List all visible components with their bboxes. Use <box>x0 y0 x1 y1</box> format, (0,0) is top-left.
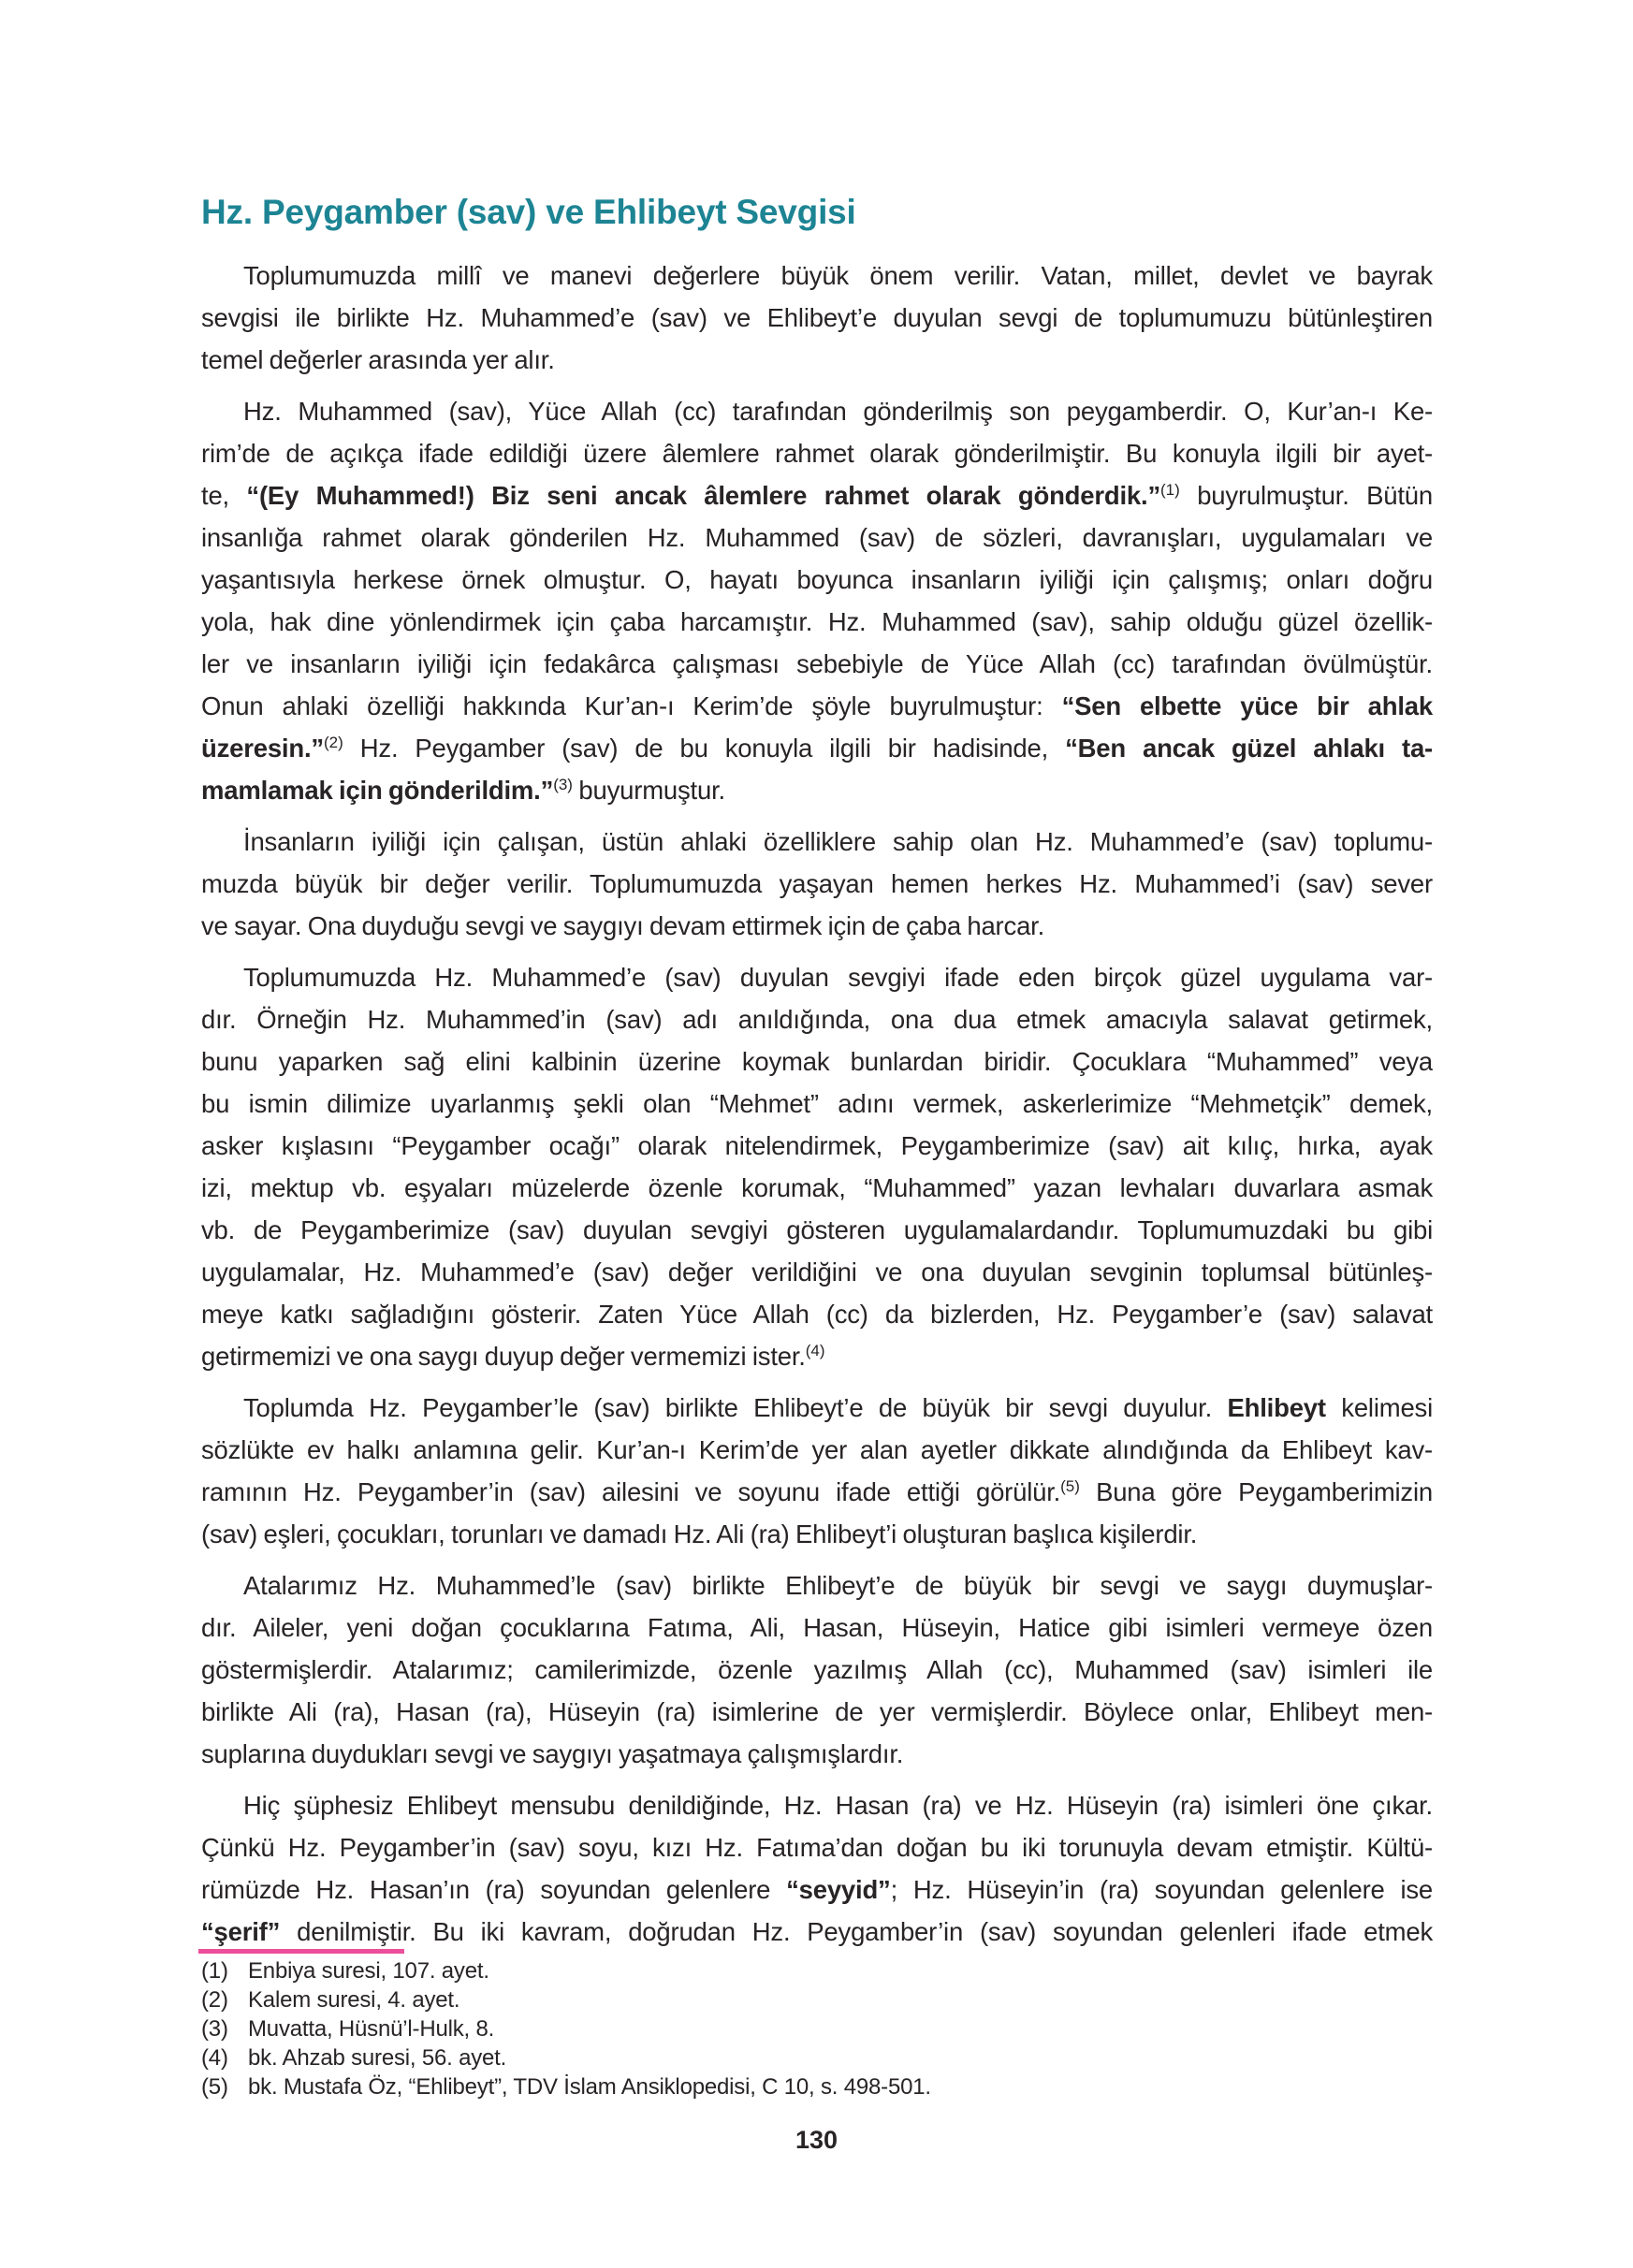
text-run: temel değerler arasında yer alır. <box>201 345 555 374</box>
text-line <box>201 559 1433 601</box>
text-run: birlikte Ali (ra), Hasan (ra), Hüseyin (ra) isimlerine de yer vermişlerdir. Böylece onlar, Ehlibeyt men- <box>201 1697 1433 1726</box>
text-run: buyurmuştur. <box>572 776 725 805</box>
paragraph <box>201 821 1433 947</box>
footnote-text: bk. Ahzab suresi, 56. ayet. <box>248 2045 507 2071</box>
text-line <box>201 1471 1433 1513</box>
text-run: rim’de de açıkça ifade edildiği üzere âlemlere rahmet olarak gönderilmiştir. Bu konuyla ilgili bir ayet- <box>201 439 1433 468</box>
text-run: Çünkü Hz. Peygamber’in (sav) soyu, kızı Hz. Fatıma’dan doğan bu iki torunuyla devam etmiştir. Kültü- <box>201 1833 1433 1862</box>
paragraph <box>201 254 1433 381</box>
text-line <box>201 601 1433 643</box>
text-run: kelimesi <box>1325 1393 1433 1422</box>
text-run: getirmemizi ve ona saygı duyup değer vermemizi ister. <box>201 1342 806 1371</box>
text-line <box>201 516 1433 559</box>
text-line <box>201 998 1433 1040</box>
bold-text-run: “Sen elbette yüce bir ahlak <box>1061 691 1433 720</box>
footnote-item <box>201 1985 1433 2014</box>
text-line <box>201 1733 1433 1775</box>
text-run: Hz. Muhammed (sav), Yüce Allah (cc) tarafından gönderilmiş son peygamberdir. O, Kur’an-ı Ke- <box>243 397 1433 426</box>
text-line <box>201 956 1433 998</box>
text-run: ler ve insanların iyiliği için fedakârca çalışması sebebiyle de Yüce Allah (cc) tarafından övülmüştür. <box>201 649 1433 678</box>
text-run: sevgisi ile birlikte Hz. Muhammed’e (sav) ve Ehlibeyt’e duyulan sevgi de toplumumuzu bütünleştiren <box>201 303 1433 332</box>
text-run: asker kışlasını “Peygamber ocağı” olarak nitelendirmek, Peygamberimize (sav) ait kılıç, hırka, ayak <box>201 1131 1433 1160</box>
text-line <box>201 727 1433 769</box>
text-line <box>201 390 1433 432</box>
paragraph <box>201 956 1433 1377</box>
text-line <box>201 1251 1433 1293</box>
text-run: Hz. Peygamber (sav) de bu konuyla ilgili bir hadisinde, <box>343 734 1066 763</box>
footnote-text: Kalem suresi, 4. ayet. <box>248 1987 460 2013</box>
text-line <box>201 432 1433 474</box>
text-line <box>201 1911 1433 1953</box>
paragraph <box>201 1564 1433 1775</box>
paragraph <box>201 390 1433 811</box>
text-run: ramının Hz. Peygamber’in (sav) ailesini ve soyunu ifade ettiği görülür. <box>201 1477 1061 1506</box>
footnote-marker-superscript: (3) <box>553 776 573 793</box>
footnote-text: Muvatta, Hüsnü’l-Hulk, 8. <box>248 2016 495 2042</box>
text-run: Atalarımız Hz. Muhammed’le (sav) birlikte Ehlibeyt’e de büyük bir sevgi ve saygı duymuşlar- <box>243 1571 1433 1600</box>
body-text <box>201 254 1433 1953</box>
text-line <box>201 1125 1433 1167</box>
text-line <box>201 905 1433 947</box>
bold-text-run: üzeresin.” <box>201 734 324 763</box>
text-line <box>201 474 1433 516</box>
text-run: sözlükte ev halkı anlamına gelir. Kur’an-ı Kerim’de yer alan ayetler dikkate alındığında da Ehlibeyt kav- <box>201 1435 1433 1464</box>
text-run: Buna göre Peygamberimizin <box>1079 1477 1433 1506</box>
text-line <box>201 1209 1433 1251</box>
footnote-item <box>201 2043 1433 2072</box>
text-line <box>201 1868 1433 1911</box>
text-line <box>201 1293 1433 1335</box>
text-run: Onun ahlaki özelliği hakkında Kur’an-ı Kerim’de şöyle buyrulmuştur: <box>201 691 1062 720</box>
page-number: 130 <box>795 2126 838 2154</box>
footnote-item <box>201 2072 1433 2101</box>
text-run: vb. de Peygamberimize (sav) duyulan sevgiyi gösteren uygulamalardandır. Toplumumuzdaki bu gibi <box>201 1215 1433 1244</box>
bold-text-run: “şerif” <box>201 1917 281 1946</box>
footnote-marker-superscript: (5) <box>1060 1477 1080 1495</box>
text-run: yola, hak dine yönlendirmek için çaba harcamıştır. Hz. Muhammed (sav), sahip olduğu güzel özellik- <box>201 607 1433 636</box>
text-line <box>201 1826 1433 1868</box>
footnote-text: Enbiya suresi, 107. ayet. <box>248 1958 489 1984</box>
footnote-item <box>201 1956 1433 1985</box>
text-line <box>201 1387 1433 1429</box>
footnote-number: (5) <box>201 2074 228 2100</box>
text-line <box>201 1606 1433 1649</box>
text-run: rümüzde Hz. Hasan’ın (ra) soyundan gelenlere <box>201 1875 787 1904</box>
text-line <box>201 1564 1433 1606</box>
text-run: Toplumumuzda Hz. Muhammed’e (sav) duyulan sevgiyi ifade eden birçok güzel uygulama var- <box>243 963 1433 992</box>
footnote-text: bk. Mustafa Öz, “Ehlibeyt”, TDV İslam Ansiklopedisi, C 10, s. 498-501. <box>248 2074 931 2100</box>
text-run: Toplumumuzda millî ve manevi değerlere büyük önem verilir. Vatan, millet, devlet ve bayrak <box>243 261 1433 290</box>
footnote-item <box>201 2014 1433 2043</box>
text-run: ve sayar. Ona duyduğu sevgi ve saygıyı devam ettirmek için de çaba harcar. <box>201 911 1045 940</box>
text-line <box>201 1335 1433 1377</box>
paragraph <box>201 1784 1433 1953</box>
footnote-number: (1) <box>201 1958 228 1984</box>
footnote-divider <box>198 1949 404 1954</box>
footnote-marker-superscript: (4) <box>805 1342 825 1359</box>
text-run: bu ismin dilimize uyarlanmış şekli olan “Mehmet” adını vermek, askerlerimize “Mehmetçik” demek, <box>201 1089 1433 1118</box>
text-run: suplarına duydukları sevgi ve saygıyı yaşatmaya çalışmışlardır. <box>201 1739 904 1768</box>
text-line <box>201 1784 1433 1826</box>
text-run: Toplumda Hz. Peygamber’le (sav) birlikte Ehlibeyt’e de büyük bir sevgi duyulur. <box>243 1393 1228 1422</box>
footnote-marker-superscript: (2) <box>323 734 343 751</box>
bold-text-run: Ehlibeyt <box>1227 1393 1326 1422</box>
text-line <box>201 339 1433 381</box>
text-run: buyrulmuştur. Bütün <box>1179 481 1433 510</box>
text-run: (sav) eşleri, çocukları, torunları ve damadı Hz. Ali (ra) Ehlibeyt’i oluşturan başlıca kişilerdir. <box>201 1519 1198 1548</box>
bold-text-run: “seyyid” <box>786 1875 891 1904</box>
footnote-number: (4) <box>201 2045 228 2071</box>
text-run: İnsanların iyiliği için çalışan, üstün ahlaki özelliklere sahip olan Hz. Muhammed’e (sav) toplumu- <box>243 827 1433 856</box>
bold-text-run: mamlamak için gönderildim.” <box>201 776 554 805</box>
text-line <box>201 863 1433 905</box>
text-line <box>201 1513 1433 1555</box>
text-line <box>201 254 1433 297</box>
text-line <box>201 821 1433 863</box>
text-run: dır. Örneğin Hz. Muhammed’in (sav) adı anıldığında, ona dua etmek amacıyla salavat getirmek, <box>201 1005 1433 1034</box>
text-line <box>201 1083 1433 1125</box>
text-run: yaşantısıyla herkese örnek olmuştur. O, hayatı boyunca insanların iyiliği için çalışmış; onları doğru <box>201 565 1433 594</box>
bold-text-run: “(Ey Muhammed!) Biz seni ancak âlemlere rahmet olarak gönderdik.” <box>246 481 1160 510</box>
text-run: göstermişlerdir. Atalarımız; camilerimizde, özenle yazılmış Allah (cc), Muhammed (sav) isimleri ile <box>201 1655 1433 1684</box>
text-run: meye katkı sağladığını gösterir. Zaten Yüce Allah (cc) da bizlerden, Hz. Peygamber’e (sav) salavat <box>201 1300 1433 1329</box>
text-run: insanlığa rahmet olarak gönderilen Hz. Muhammed (sav) de sözleri, davranışları, uygulamaları ve <box>201 523 1433 552</box>
page-title: Hz. Peygamber (sav) ve Ehlibeyt Sevgisi <box>201 193 856 231</box>
text-line <box>201 1167 1433 1209</box>
text-line <box>201 685 1433 727</box>
text-line <box>201 1649 1433 1691</box>
text-run: uygulamalar, Hz. Muhammed’e (sav) değer verildiğini ve ona duyulan sevginin toplumsal bütünleş- <box>201 1258 1433 1287</box>
text-run: bunu yaparken sağ elini kalbinin üzerine koymak bunlardan biridir. Çocuklara “Muhammed” veya <box>201 1047 1433 1076</box>
text-line <box>201 1691 1433 1733</box>
text-line <box>201 297 1433 339</box>
text-line <box>201 769 1433 811</box>
text-run: denilmiştir. Bu iki kavram, doğrudan Hz. Peygamber’in (sav) soyundan gelenleri ifade etmek <box>280 1917 1433 1946</box>
text-line <box>201 1429 1433 1471</box>
page-content <box>201 193 1433 1962</box>
text-run: Hiç şüphesiz Ehlibeyt mensubu denildiğinde, Hz. Hasan (ra) ve Hz. Hüseyin (ra) isimleri öne çıkar. <box>243 1791 1433 1820</box>
text-run: te, <box>201 481 247 510</box>
footnote-number: (3) <box>201 2016 228 2042</box>
footnote-marker-superscript: (1) <box>1160 481 1180 499</box>
footnote-list <box>201 1956 1433 2101</box>
text-run: dır. Aileler, yeni doğan çocuklarına Fatıma, Ali, Hasan, Hüseyin, Hatice gibi isimleri vermeye özen <box>201 1613 1433 1642</box>
text-line <box>201 1040 1433 1083</box>
text-run: izi, mektup vb. eşyaları müzelerde özenle korumak, “Muhammed” yazan levhaları duvarlara asmak <box>201 1173 1433 1202</box>
text-run: muzda büyük bir değer verilir. Toplumumuzda yaşayan hemen herkes Hz. Muhammed’i (sav) sever <box>201 869 1433 898</box>
text-line <box>201 643 1433 685</box>
text-run: ; Hz. Hüseyin’in (ra) soyundan gelenlere ise <box>890 1875 1433 1904</box>
paragraph <box>201 1387 1433 1555</box>
footnote-number: (2) <box>201 1987 228 2013</box>
bold-text-run: “Ben ancak güzel ahlakı ta- <box>1065 734 1433 763</box>
